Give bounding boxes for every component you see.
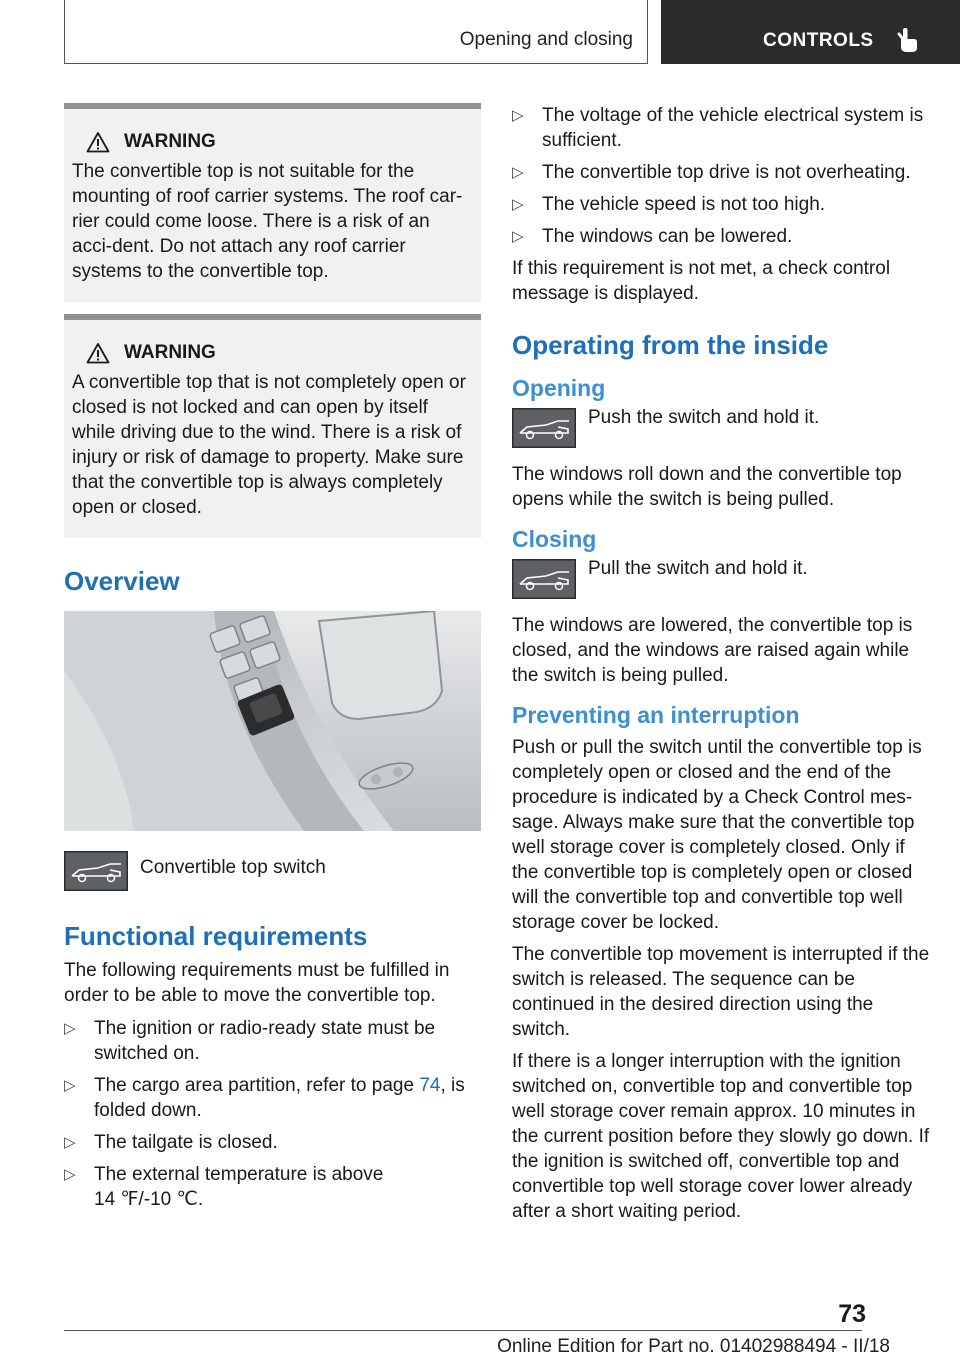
requirement-note: If this requirement is not met, a check control message is displayed. [512, 258, 891, 304]
header-section-title: Opening and closing [459, 29, 633, 50]
list-item: ▷ The external temperature is above 14 ℉/-10 ℃. [64, 1164, 384, 1210]
triangle-bullet-icon: ▷ [64, 1020, 76, 1037]
overview-heading: Overview [64, 566, 180, 596]
hand-pointer-icon [897, 26, 919, 54]
interruption-paragraph-3: If there is a longer interruption with the ignition switched on, convertible top and convertible top well storage cover remain approx. 10 minutes in the current position before they slowly go down. If the ignition is switched off, convertible top and convertible top well storage cover lower already after a short waiting period. [512, 1051, 930, 1222]
triangle-bullet-icon: ▷ [512, 228, 524, 245]
left-column [64, 103, 481, 1219]
list-item: ▷ The ignition or radio-ready state must be switched on. [64, 1018, 436, 1064]
header-chapter-box [661, 0, 960, 64]
opening-switch-instruction: Push the switch and hold it. [588, 407, 820, 428]
warning-title: WARNING [124, 342, 216, 363]
closing-switch-row [512, 559, 930, 599]
convertible-car-icon [512, 559, 576, 599]
interruption-paragraph-2: The convertible top movement is interrupted if the switch is released. The sequence can be continued in the desired direction using the switch. [512, 944, 930, 1040]
triangle-bullet-icon: ▷ [64, 1134, 76, 1151]
page-number: 73 [838, 1300, 866, 1328]
triangle-bullet-icon: ▷ [512, 196, 524, 213]
warning-text: A convertible top that is not completely open or closed is not locked and can open by itself while driving due to the wind. There is a risk of injury or risk of damage to property. Make sure that the convertible top is always completely open or closed. [72, 372, 466, 518]
functional-requirements-heading: Functional requirements [64, 921, 368, 951]
closing-switch-instruction: Pull the switch and hold it. [588, 558, 808, 579]
triangle-bullet-icon: ▷ [512, 107, 524, 124]
opening-switch-row [512, 408, 930, 448]
warning-triangle-icon [86, 342, 110, 364]
list-item: ▷ The voltage of the vehicle electrical system is sufficient. [512, 105, 924, 151]
functional-intro: The following requirements must be fulfilled in order to be able to move the convertible top. [64, 960, 450, 1006]
list-item: ▷ The windows can be lowered. [512, 226, 793, 247]
triangle-bullet-icon: ▷ [512, 164, 524, 181]
opening-text: The windows roll down and the convertible top opens while the switch is being pulled. [512, 464, 902, 510]
warning-box-not-locked [64, 314, 481, 538]
temperature-value: 14 ℉/-10 ℃. [94, 1189, 204, 1210]
convertible-top-switch-photo [64, 611, 481, 831]
page-link-74[interactable]: 74 [419, 1075, 441, 1096]
triangle-bullet-icon: ▷ [64, 1166, 76, 1183]
closing-heading: Closing [512, 526, 597, 552]
header-section-box [64, 0, 648, 64]
requirements-list-left [64, 1016, 481, 1212]
list-item: ▷ The vehicle speed is not too high. [512, 194, 826, 215]
requirements-list-right [512, 103, 930, 249]
right-column [512, 103, 930, 1224]
footer-edition: Online Edition for Part no. 01402988494 - II/18 [497, 1336, 890, 1357]
warning-title: WARNING [124, 131, 216, 152]
switch-caption-row [64, 851, 481, 891]
convertible-car-icon [512, 408, 576, 448]
switch-caption: Convertible top switch [140, 857, 326, 878]
operating-inside-heading: Operating from the inside [512, 330, 829, 360]
warning-triangle-icon [86, 131, 110, 153]
opening-heading: Opening [512, 375, 606, 401]
header-chapter-title: CONTROLS [763, 30, 874, 51]
warning-text: The convertible top is not suitable for the mounting of roof carrier systems. The roof car-rier could come loose. There is a risk of an acci-dent. Do not attach any roof carrier systems to the convertible top. [72, 161, 463, 282]
list-item: ▷ The cargo area partition, refer to page 74, is folded down. [64, 1075, 465, 1121]
interruption-heading: Preventing an interruption [512, 702, 800, 728]
interruption-paragraph-1: Push or pull the switch until the convertible top is completely open or closed and the end of the procedure is indicated by a Check Control mes-sage. Always make sure that the convertible top well storage cover is completely closed. Only if the convertible top is completely open or closed will the convertible top and convertible top well storage cover be locked. [512, 737, 922, 933]
triangle-bullet-icon: ▷ [64, 1077, 76, 1094]
convertible-car-icon [64, 851, 128, 891]
list-item: ▷ The tailgate is closed. [64, 1132, 278, 1153]
closing-text: The windows are lowered, the convertible top is closed, and the windows are raised again while the switch is being pulled. [512, 615, 913, 686]
warning-box-roof-carrier [64, 103, 481, 302]
footer-rule [64, 1330, 862, 1331]
list-item: ▷ The convertible top drive is not overheating. [512, 162, 911, 183]
